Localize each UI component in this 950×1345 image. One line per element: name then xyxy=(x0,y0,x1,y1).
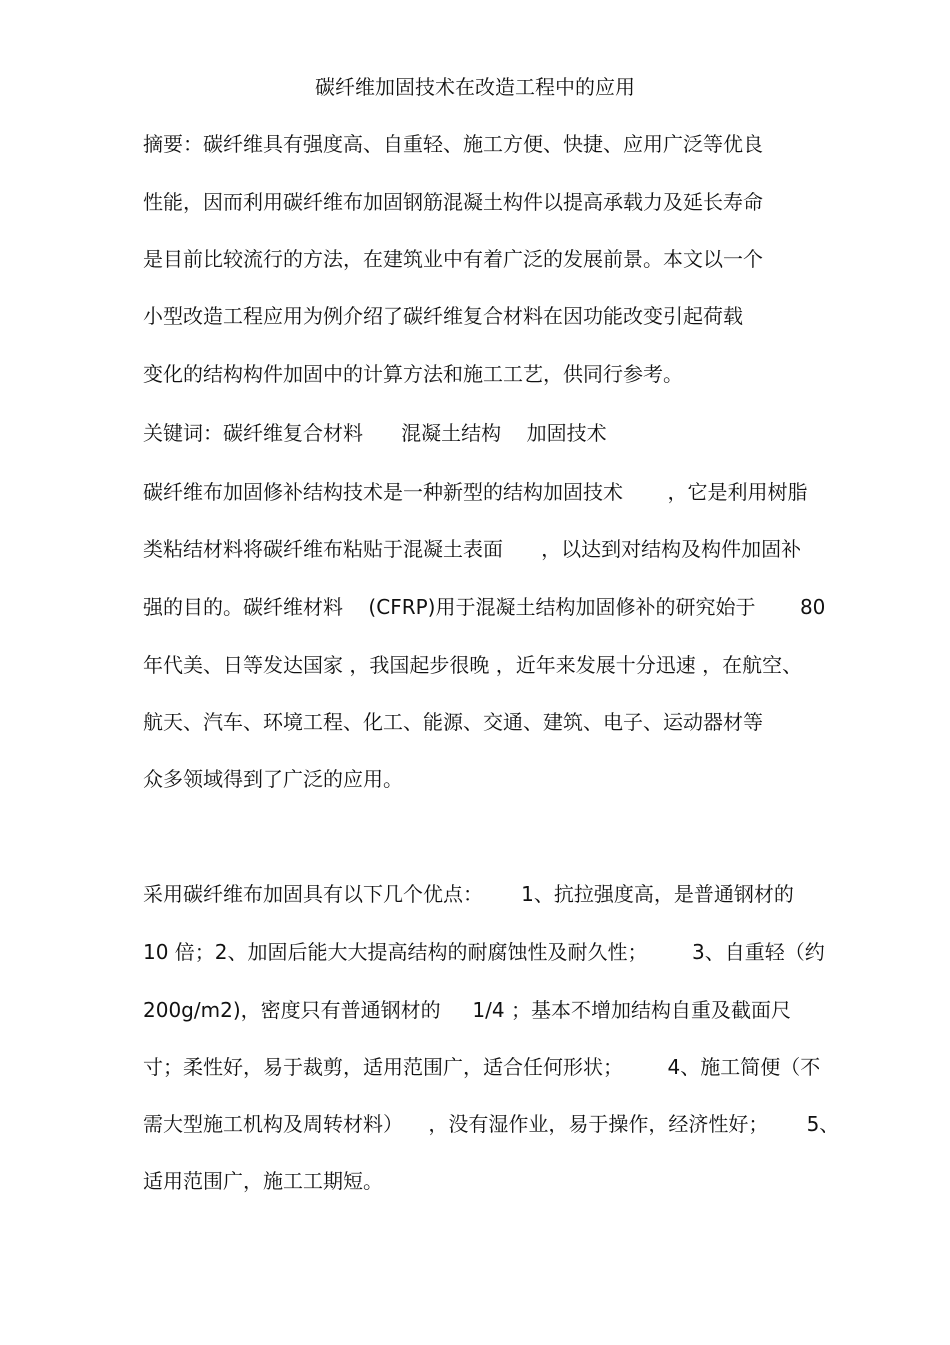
abstract-line-4: 小型改造工程应用为例介绍了碳纤维复合材料在因功能改变引起荷载 xyxy=(143,304,743,328)
paragraph2-line-4: 寸；柔性好，易于裁剪，适用范围广，适合任何形状； 4、施工简便（不 xyxy=(143,1055,821,1079)
paragraph2-line-2: 10 倍；2、加固后能大大提高结构的耐腐蚀性及耐久性； 3、自重轻（约 xyxy=(143,940,825,964)
paragraph1-line-1: 碳纤维布加固修补结构技术是一种新型的结构加固技术 ，它是利用树脂 xyxy=(143,480,808,504)
abstract-line-1: 摘要：碳纤维具有强度高、自重轻、施工方便、快捷、应用广泛等优良 xyxy=(143,132,763,156)
paragraph1-line-2: 类粘结材料将碳纤维布粘贴于混凝土表面 ，以达到对结构及构件加固补 xyxy=(143,537,802,561)
abstract-line-2: 性能，因而利用碳纤维布加固钢筋混凝土构件以提高承载力及延长寿命 xyxy=(143,190,763,214)
paragraph2-line-5: 需大型施工机构及周转材料） ，没有湿作业，易于操作，经济性好； 5、 xyxy=(143,1112,840,1136)
abstract-line-5: 变化的结构构件加固中的计算方法和施工工艺，供同行参考。 xyxy=(143,362,683,386)
paragraph1-line-3: 强的目的。碳纤维材料 (CFRP)用于混凝土结构加固修补的研究始于 80 xyxy=(143,595,826,619)
paragraph1-line-6: 众多领域得到了广泛的应用。 xyxy=(143,767,403,791)
paragraph2-line-6: 适用范围广，施工工期短。 xyxy=(143,1169,383,1193)
paragraph1-line-4: 年代美、日等发达国家 ，我国起步很晚 ，近年来发展十分迅速 ，在航空、 xyxy=(143,653,803,677)
document-title: 碳纤维加固技术在改造工程中的应用 xyxy=(315,75,635,99)
paragraph2-line-3: 200g/m2)，密度只有普通钢材的 1/4 ；基本不增加结构自重及截面尺 xyxy=(143,998,791,1022)
abstract-line-3: 是目前比较流行的方法，在建筑业中有着广泛的发展前景。本文以一个 xyxy=(143,247,763,271)
paragraph2-line-1: 采用碳纤维布加固具有以下几个优点： 1、抗拉强度高，是普通钢材的 xyxy=(143,882,794,906)
keywords-line: 关键词：碳纤维复合材料 混凝土结构 加固技术 xyxy=(143,421,607,445)
paragraph1-line-5: 航天、汽车、环境工程、化工、能源、交通、建筑、电子、运动器材等 xyxy=(143,710,763,734)
